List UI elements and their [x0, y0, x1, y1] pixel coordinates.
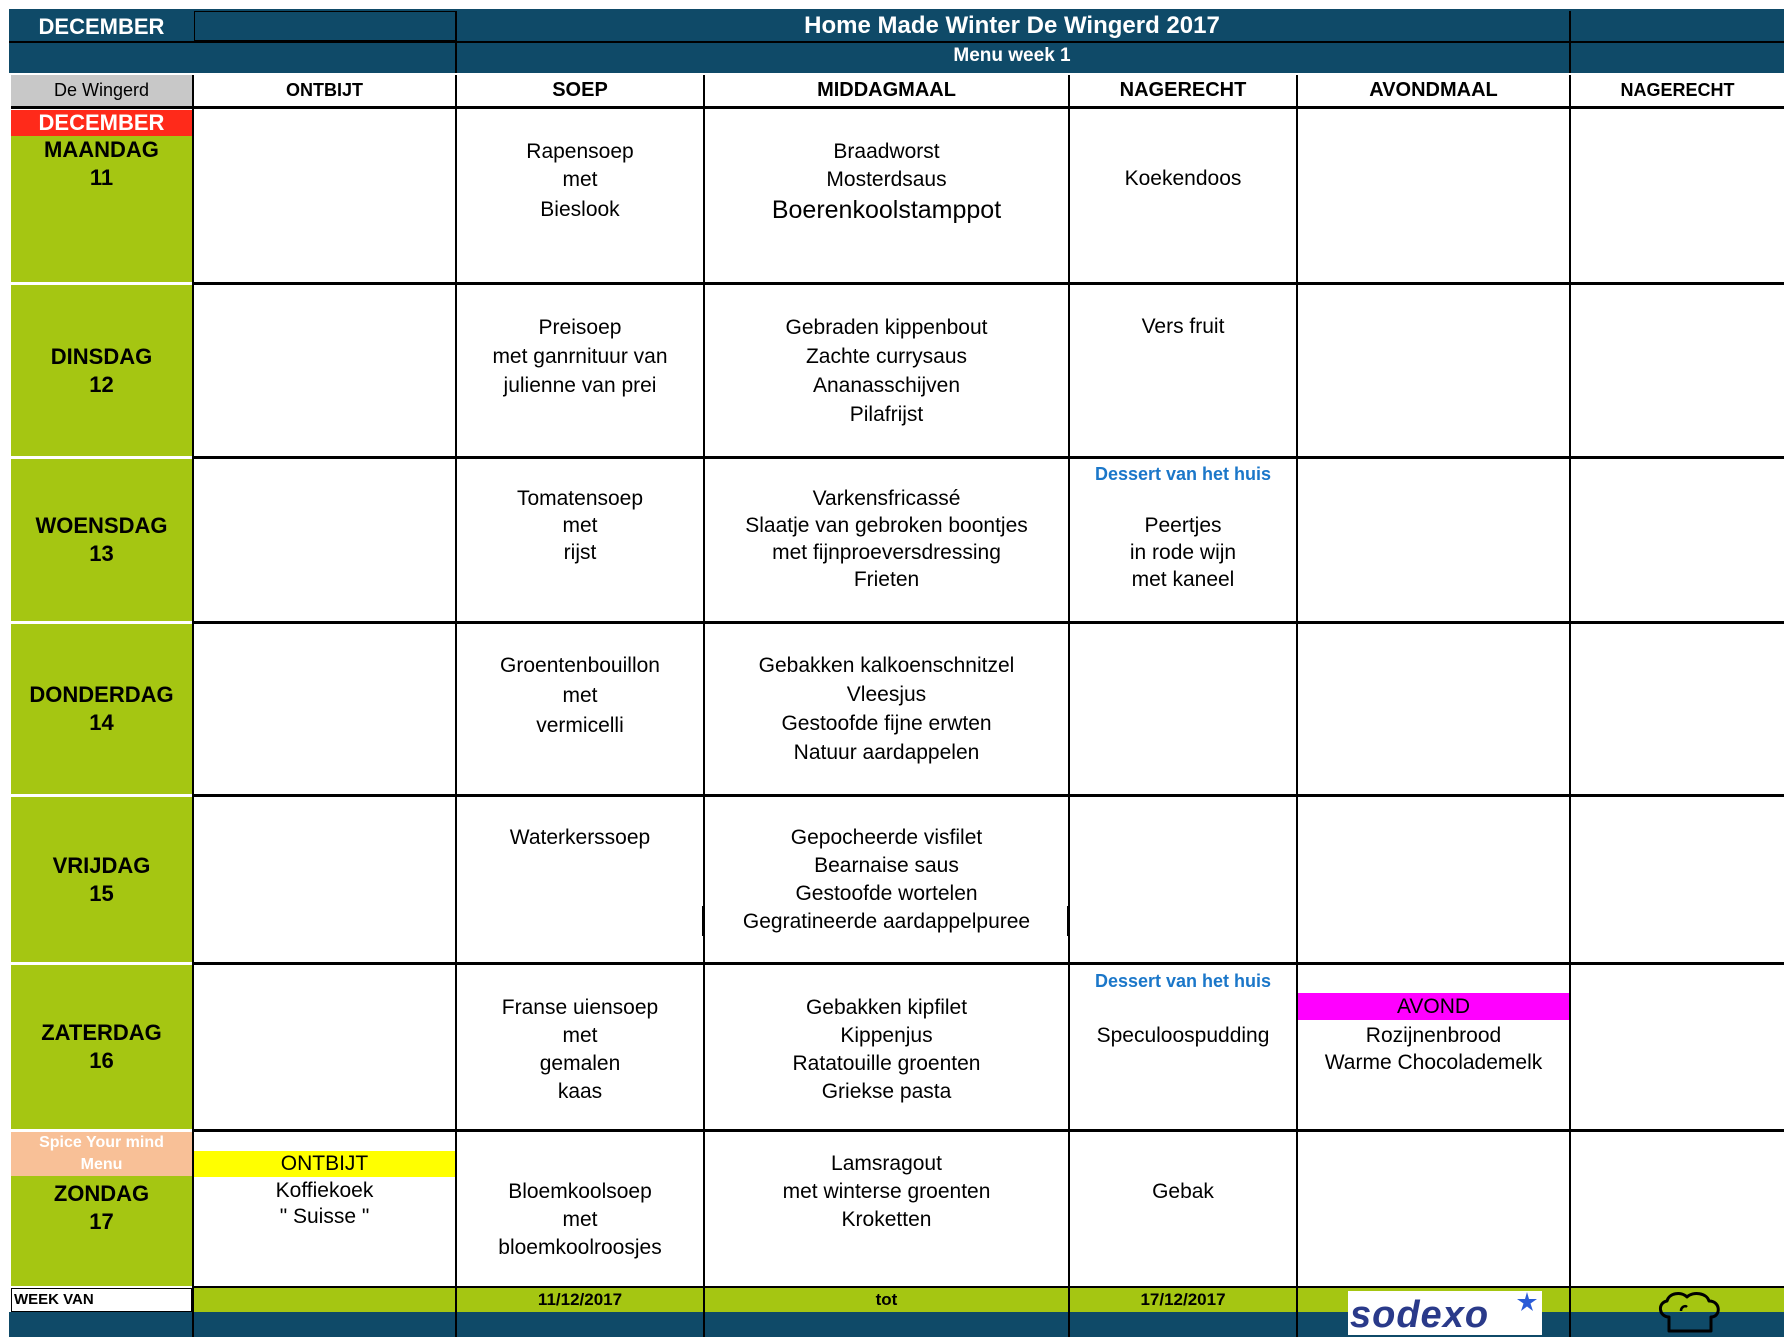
grid-line — [192, 794, 1784, 797]
menu-line: met winterse groenten — [782, 1180, 991, 1203]
menu-cell-soep-thu — [457, 651, 703, 741]
menu-line: Vers fruit — [1141, 315, 1225, 338]
menu-line: gemalen — [539, 1052, 621, 1075]
footer-date-to — [1070, 1288, 1296, 1312]
day-number: 15 — [89, 880, 114, 906]
avond-label — [1298, 993, 1569, 1020]
menu-cell-soep-tue — [457, 313, 703, 400]
menu-cell-middag-fri — [705, 824, 1068, 936]
menu-cell-middag-sun — [705, 1150, 1068, 1234]
col-header-middagmaal — [705, 75, 1068, 109]
menu-line: Vleesjus — [846, 683, 927, 706]
col-header-nagerecht-text: NAGERECHT — [1119, 79, 1247, 101]
corner-label-text: De Wingerd — [53, 80, 150, 100]
dessert-label-wed: Dessert van het huis — [1094, 464, 1272, 484]
menu-line: Kippenjus — [840, 1024, 933, 1047]
day-number: 17 — [89, 1209, 114, 1234]
col-header-ontbijt — [194, 75, 455, 109]
col-header-nagerecht-2-text: NAGERECHT — [1620, 80, 1735, 100]
day-name: MAANDAG — [44, 137, 159, 162]
menu-line: Gebak — [1152, 1180, 1214, 1203]
menu-cell-middag-wed — [705, 485, 1068, 593]
col-header-avondmaal-text: AVONDMAAL — [1369, 79, 1498, 101]
menu-cell-nagerecht-wed — [1070, 512, 1296, 593]
menu-line: met kaneel — [1131, 568, 1235, 591]
day-cell-saturday — [11, 965, 192, 1129]
menu-cell-ontbijt-sun — [194, 1178, 455, 1230]
menu-cell-soep-wed — [457, 485, 703, 566]
menu-line: " Suisse " — [279, 1205, 370, 1228]
menu-cell-middag-thu — [705, 651, 1068, 767]
grid-line — [1068, 75, 1070, 1288]
grid-line — [1296, 1288, 1298, 1337]
day-name: ZONDAG — [53, 1181, 150, 1206]
menu-line: Kroketten — [841, 1208, 932, 1231]
spice-badge-line: Spice Your mind — [39, 1134, 164, 1151]
ontbijt-label-text: ONTBIJT — [280, 1152, 369, 1175]
cell-border-mark — [702, 906, 705, 936]
grid-line — [455, 1288, 457, 1337]
menu-line: Speculoospudding — [1096, 1024, 1270, 1047]
day-number: 14 — [89, 710, 114, 735]
menu-line: Frieten — [853, 568, 920, 591]
menu-line: Waterkerssoep — [509, 826, 651, 849]
menu-line: Natuur aardappelen — [793, 741, 980, 764]
day-cell-wednesday — [11, 459, 192, 621]
menu-line: Bearnaise saus — [814, 854, 959, 877]
menu-line: met — [562, 684, 598, 707]
menu-line: Gestoofde fijne erwten — [781, 712, 992, 735]
day-name: WOENSDAG — [35, 513, 168, 538]
menu-line: Braadworst — [833, 140, 940, 163]
month-badge: DECEMBER — [11, 110, 192, 136]
grid-line — [1296, 75, 1298, 1288]
grid-line — [192, 1288, 194, 1337]
day-cell-thursday — [11, 624, 192, 794]
menu-line: Pilafrijst — [849, 403, 924, 426]
chef-hat-icon — [1655, 1291, 1725, 1335]
col-header-middagmaal-text: MIDDAGMAAL — [817, 79, 956, 101]
col-header-avondmaal — [1298, 75, 1569, 109]
menu-line: Varkensfricassé — [812, 487, 961, 510]
menu-line: Gebakken kipfilet — [805, 996, 968, 1019]
menu-line: met — [562, 168, 598, 191]
grid-line — [703, 1288, 705, 1337]
grid-line — [1569, 1288, 1571, 1337]
day-cell-monday — [11, 110, 192, 282]
grid-line — [192, 456, 1784, 459]
footer-to-label-text: tot — [875, 1290, 898, 1309]
header-month: DECEMBER — [38, 14, 165, 39]
col-header-soep-text: SOEP — [552, 79, 608, 101]
page-subtitle: Menu week 1 — [953, 45, 1071, 66]
menu-line: met — [562, 1208, 598, 1231]
header-divider — [1569, 11, 1571, 73]
menu-line: in rode wijn — [1129, 541, 1237, 564]
menu-cell-middag-tue — [705, 313, 1068, 429]
menu-line: Rozijnenbrood — [1365, 1024, 1502, 1047]
menu-line: Griekse pasta — [821, 1080, 952, 1103]
menu-line: Bieslook — [540, 198, 620, 221]
grid-line — [192, 962, 1784, 965]
menu-line: Ananasschijven — [812, 374, 961, 397]
day-cell-sunday — [11, 1132, 192, 1286]
menu-line: Lamsragout — [831, 1152, 942, 1175]
menu-cell-nagerecht-mon — [1070, 165, 1296, 193]
menu-line: Groentenbouillon — [500, 654, 660, 677]
day-number: 13 — [89, 541, 114, 566]
grid-line — [192, 282, 1784, 285]
menu-cell-middag-mon — [705, 138, 1068, 226]
day-name: VRIJDAG — [52, 852, 151, 878]
day-name: DINSDAG — [50, 343, 153, 369]
grid-line — [1068, 1288, 1070, 1337]
menu-line: met — [562, 514, 598, 537]
menu-line: Mosterdsaus — [826, 168, 947, 191]
sodexo-logo-text: sodexo — [1350, 1294, 1490, 1336]
menu-line: Koekendoos — [1124, 167, 1242, 190]
week-label-text: WEEK VAN — [14, 1291, 94, 1308]
day-number: 12 — [89, 371, 114, 397]
menu-line: Gegratineerde aardappelpuree — [742, 910, 1031, 933]
footer-cell — [194, 1288, 455, 1312]
menu-cell-middag-sat — [705, 994, 1068, 1106]
menu-cell-nagerecht-tue — [1070, 313, 1296, 341]
menu-line: Warme Chocolademelk — [1324, 1051, 1543, 1074]
menu-line: Bloemkoolsoep — [508, 1180, 652, 1203]
menu-line: julienne van prei — [503, 374, 657, 397]
menu-line: Boerenkoolstamppot — [771, 196, 1002, 224]
menu-line: Gebraden kippenbout — [785, 316, 988, 339]
sodexo-logo — [1348, 1291, 1542, 1335]
col-header-ontbijt-text: ONTBIJT — [285, 80, 363, 100]
menu-cell-soep-sun — [457, 1178, 703, 1262]
menu-line: Koffiekoek — [275, 1179, 374, 1202]
day-cell-friday — [11, 797, 192, 962]
menu-cell-soep-sat — [457, 994, 703, 1106]
menu-line: kaas — [557, 1080, 603, 1103]
menu-line: Franse uiensoep — [501, 996, 659, 1019]
menu-cell-soep-fri — [457, 824, 703, 852]
day-cell-tuesday — [11, 285, 192, 456]
footer-to-label — [705, 1288, 1068, 1312]
col-header-nagerecht — [1070, 75, 1296, 109]
grid-line — [1569, 75, 1571, 1288]
menu-cell-soep-mon — [457, 138, 703, 226]
menu-line: Preisoep — [538, 316, 622, 339]
spice-badge-line: Menu — [80, 1156, 123, 1173]
day-name: DONDERDAG — [29, 682, 174, 707]
day-number: 16 — [89, 1048, 114, 1073]
corner-label — [11, 75, 192, 109]
menu-line: Gepocheerde visfilet — [790, 826, 983, 849]
grid-line — [192, 1129, 1784, 1132]
day-name: ZATERDAG — [41, 1020, 162, 1045]
menu-cell-nagerecht-sun — [1070, 1178, 1296, 1206]
spice-badge — [11, 1132, 192, 1176]
menu-line: met ganrnituur van — [492, 345, 668, 368]
page-title: Home Made Winter De Wingerd 2017 — [804, 12, 1220, 39]
menu-line: Gestoofde wortelen — [795, 882, 978, 905]
menu-line: Gebakken kalkoenschnitzel — [758, 654, 1015, 677]
footer-date-from-text: 11/12/2017 — [537, 1290, 623, 1309]
day-number: 11 — [89, 165, 114, 190]
header-divider — [194, 11, 456, 41]
header-divider — [9, 41, 1784, 43]
avond-label-text: AVOND — [1396, 995, 1471, 1018]
menu-line: Peertjes — [1144, 514, 1222, 537]
footer-date-to-text: 17/12/2017 — [1140, 1290, 1226, 1309]
col-header-nagerecht-2 — [1571, 75, 1784, 109]
col-header-soep — [457, 75, 703, 109]
menu-line: Slaatje van gebroken boontjes — [745, 514, 1028, 537]
menu-line: met — [562, 1024, 598, 1047]
menu-cell-avond-sat — [1298, 1022, 1569, 1076]
menu-line: met fijnproeversdressing — [772, 541, 1001, 564]
menu-line: bloemkoolroosjes — [498, 1236, 662, 1259]
menu-cell-nagerecht-sat — [1070, 1022, 1296, 1050]
grid-line — [192, 621, 1784, 624]
footer-date-from — [457, 1288, 703, 1312]
dessert-label-sat: Dessert van het huis — [1094, 971, 1272, 991]
ontbijt-label — [194, 1151, 455, 1177]
week-label — [11, 1288, 192, 1312]
grid-line — [192, 75, 194, 1288]
menu-line: Zachte currysaus — [805, 345, 968, 368]
menu-line: Ratatouille groenten — [792, 1052, 981, 1075]
menu-line: rijst — [563, 541, 597, 564]
cell-border-mark — [1067, 906, 1070, 936]
header-divider — [455, 11, 457, 73]
menu-line: vermicelli — [536, 714, 624, 737]
menu-line: Tomatensoep — [516, 487, 644, 510]
star-icon — [1516, 1291, 1538, 1313]
menu-line: Rapensoep — [526, 140, 634, 163]
